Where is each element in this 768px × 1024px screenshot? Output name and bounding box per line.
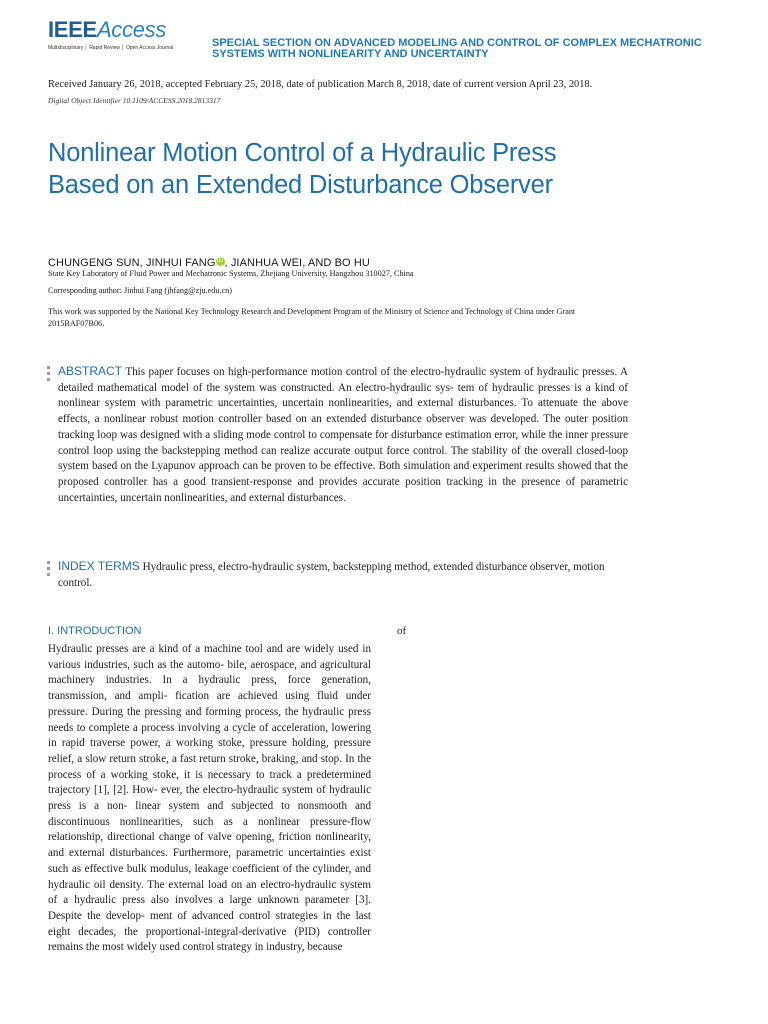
index-terms: [58, 559, 628, 591]
orcid-icon[interactable]: iD: [217, 258, 223, 264]
logo-ieee: IEEE: [48, 17, 97, 42]
index-terms-marker-icon: [47, 561, 51, 579]
logo-access: Access: [96, 17, 167, 42]
introduction-text: Hydraulic presses are a kind of a machine tool and are widely used in various industries, such as the automo- bile, aerospace, and agricultural machinery industries. In a hydraulic press, force generation, transmission, and ampli- fication are achieved using fluid under pressure. During the pressing and forming process, the hydraulic press needs to complete a process involving a cycle of acceleration, lowering in rapid traverse power, a working stoke, pressure holding, pressure relief, a slow return stroke, a fast return stroke, braking, and stop. In the process of a working stoke, it is necessary to track a predetermined trajectory [1], [2]. How- ever, the electro-hydraulic system of hydraulic press is a non- linear system and subjected to nonsmooth and discontinuous nonlinearities, such as a nonlinear pressure-flow relationship, directional change of valve opening, friction nonlinearity, and external disturbances. Furthermore, parametric uncertainties exist such as effective bulk modulus, leakage coefficient of the cylinder, and hydraulic oil density. The external load on an electro-hydraulic system of a hydraulic press also involves a large unknown parameter [3]. Despite the develop- ment of advanced control strategies in the last eight decades, the proportional-integral-derivative (PID) controller remains the most widely used control strategy in industry, because: [48, 643, 371, 954]
funding-note: This work was supported by the National Key Technology Research and Development Program of the Ministry of Science and Technology of China under Grant 2015BAF07B06.: [48, 307, 576, 328]
received-dates: Received January 26, 2018, accepted February 25, 2018, date of publication March 8, 2018, date of current version April 23, 2018.: [48, 79, 593, 90]
abstract-text: This paper focuses on high-performance motion control of the electro-hydraulic system of hydraulic presses. A detailed mathematical model of the system was constructed. An electro-hydraulic sys- tem of hydraulic presses is a kind of nonlinear system with parametric uncertainties, uncertain nonlinearities, and external disturbances. To attenuate the above effects, a nonlinear robust motion controller based on an extended disturbance observer was developed. The outer position tracking loop was designed with a sliding mode control to compensate for disturbance estimation error, while the inner pressure control loop using the backstepping method can realize accurate output force control. The stability of the overall closed-loop system based on the Lyapunov approach can be proven to be effective. Both simulation and experiment results showed that the proposed controller has a good transient-response and provides accurate position tracking in the presence of parametric uncertainties, uncertain nonlinearities, and external disturbances.: [58, 366, 628, 504]
paper-title: Nonlinear Motion Control of a Hydraulic Press Based on an Extended Disturbance Observer: [48, 139, 557, 199]
abstract: [58, 364, 628, 506]
logo-tagline: Multidisciplinary │ Rapid Review │ Open Access Journal: [48, 45, 174, 51]
stray-text: of: [397, 625, 407, 637]
abstract-label: ABSTRACT: [58, 364, 123, 378]
special-section-title: SPECIAL SECTION ON ADVANCED MODELING AND CONTROL OF COMPLEX MECHATRONIC SYSTEMS WITH NONLINEARITY AND UNCERTAINTY: [212, 37, 702, 60]
corresponding-author: Corresponding author: Jinhui Fang (jhfang@zju.edu.cn): [48, 286, 232, 295]
journal-logo: [48, 18, 173, 54]
introduction-heading: I. INTRODUCTION: [48, 625, 142, 637]
authors-rest: , JIANHUA WEI, AND BO HU: [224, 257, 370, 269]
affiliation: State Key Laboratory of Fluid Power and Mechatronic Systems, Zhejiang University, Hangzhou 310027, China: [48, 269, 414, 278]
index-terms-text: Hydraulic press, electro-hydraulic system, backstepping method, extended disturbance observer, motion control.: [58, 561, 605, 589]
authors-first: CHUNGENG SUN, JINHUI FANG: [48, 257, 216, 269]
author-list: [48, 257, 548, 269]
logo-wordmark: [48, 18, 173, 42]
doi: Digital Object Identifier 10.1109/ACCESS.2018.2813317: [48, 96, 221, 105]
index-terms-label: INDEX TERMS: [58, 559, 140, 573]
abstract-marker-icon: [47, 366, 51, 384]
